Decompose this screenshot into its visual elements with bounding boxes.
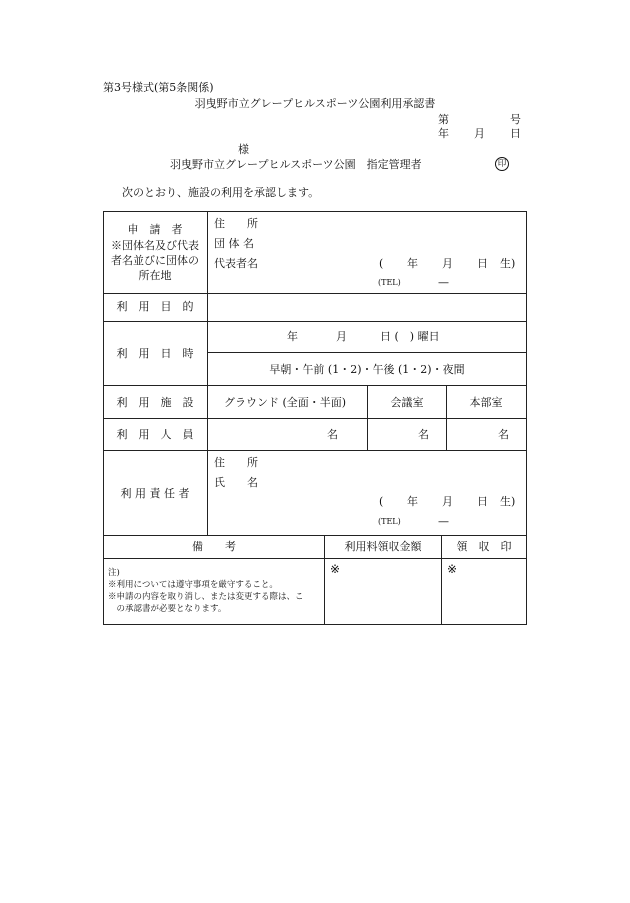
fee-mark: ※	[330, 562, 341, 576]
date-year: 年	[438, 127, 449, 140]
applicant-note-line-3: 所在地	[138, 269, 172, 282]
notes-line-4: の承認書が必要となります。	[108, 604, 227, 614]
facility-option-headquarters: 本部室	[469, 396, 503, 409]
applicant-birth-day: 日	[477, 257, 488, 270]
responsible-birth-open: (	[379, 495, 384, 508]
remarks-header: 備 考	[192, 540, 236, 553]
applicant-header: 申 請 者	[127, 223, 183, 236]
notes-line-1: 注)	[108, 568, 120, 578]
people-unit-ground: 名	[327, 428, 338, 441]
purpose-field[interactable]	[212, 297, 520, 317]
date-month: 月	[474, 127, 485, 140]
dates-year: 年	[287, 330, 298, 343]
receipt-mark: ※	[447, 562, 458, 576]
dates-time-row: 早朝・午前 (1・2)・午後 (1・2)・夜間	[269, 363, 465, 376]
responsible-birth-day: 日	[477, 495, 488, 508]
facility-label: 利 用 施 設	[116, 396, 194, 409]
applicant-rep-label: 代表者名	[214, 257, 258, 270]
applicant-birth-month: 月	[442, 257, 453, 270]
number-suffix: 号	[510, 113, 521, 126]
applicant-birth-open: (	[379, 257, 384, 270]
facility-option-ground: グラウンド (全面・半面)	[223, 396, 347, 409]
facility-option-meeting-room: 会議室	[390, 396, 424, 409]
number-prefix: 第	[438, 113, 449, 126]
applicant-note-line-2: 者名並びに団体の	[111, 254, 199, 267]
responsible-birth-month: 月	[442, 495, 453, 508]
dates-label: 利 用 日 時	[116, 347, 194, 360]
responsible-name-label: 氏 名	[214, 476, 258, 489]
responsible-birth-close: 生)	[500, 495, 516, 508]
applicant-note-line-1: ※団体名及び代表	[111, 239, 199, 252]
fee-header: 利用料領収金額	[344, 540, 422, 553]
date-day: 日	[510, 127, 521, 140]
dates-month: 月	[336, 330, 347, 343]
seal-mark-icon: 印	[495, 157, 509, 171]
responsible-address-label: 住 所	[214, 456, 258, 469]
responsible-label: 利 用 責 任 者	[120, 487, 190, 500]
applicant-tel-label: (TEL)	[378, 278, 401, 287]
people-unit-meeting-room: 名	[418, 428, 429, 441]
applicant-group-label: 団 体 名	[214, 237, 254, 250]
form-number: 第3号様式(第5条関係)	[103, 81, 214, 94]
applicant-address-label: 住 所	[214, 217, 258, 230]
applicant-tel-dash: —	[438, 276, 449, 289]
issuer: 羽曳野市立グレープヒルスポーツ公園 指定管理者	[170, 158, 422, 171]
people-unit-headquarters: 名	[498, 428, 509, 441]
responsible-tel-label: (TEL)	[378, 517, 401, 526]
notes-line-2: ※利用については遵守事項を厳守すること。	[108, 580, 278, 590]
receipt-header: 領 収 印	[456, 540, 512, 553]
applicant-birth-close: 生)	[500, 257, 516, 270]
dates-day: 日 ( ) 曜日	[380, 330, 440, 343]
addressee-suffix: 様	[238, 143, 249, 156]
people-label: 利 用 人 員	[116, 428, 194, 441]
responsible-birth-year: 年	[407, 495, 418, 508]
responsible-tel-dash: —	[438, 515, 449, 528]
purpose-label: 利 用 目 的	[116, 300, 194, 313]
intro-text: 次のとおり、施設の利用を承認します。	[122, 186, 320, 199]
document-title: 羽曳野市立グレープヒルスポーツ公園利用承認書	[194, 97, 436, 110]
applicant-birth-year: 年	[407, 257, 418, 270]
notes-line-3: ※申請の内容を取り消し、または変更する際は、こ	[108, 592, 304, 602]
